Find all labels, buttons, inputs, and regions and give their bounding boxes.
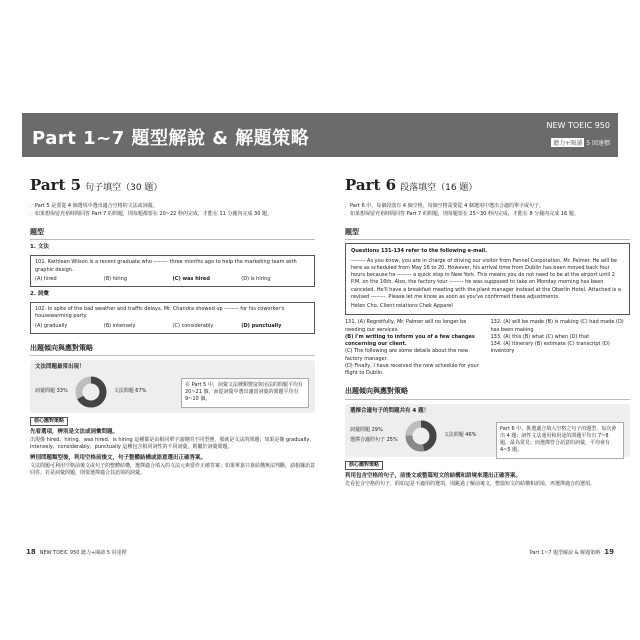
question-options: [35, 276, 310, 283]
bullet: ．如果想保留充裕時間回答 Part 7 的問題，則每題都要在 20~22 秒內完成，才能在 11 分鐘內完成 30 題。: [30, 211, 272, 217]
donut-label-grammar: 文法問題 67%: [113, 388, 147, 395]
part5-heading: [30, 175, 315, 197]
strategy-text: 先看包含空格的句子，假如這是不適用的選項，則跳過了解前後文，整篇短文的結構和語境，再選擇適合的選項。: [345, 480, 596, 487]
donut-chart-part6: [404, 419, 438, 453]
bullet: ．如果想保留充裕時間回答 Part 7 的問題，則每題要在 25~30 秒內完成，才能在 8 分鐘內完成 16 題。: [345, 211, 579, 217]
sub-heading-grammar: 1. 文法: [30, 244, 49, 251]
strategy-text: 出現像 hired、hiring、was hired、is hiring 這種都是由相同單字演變的不同型態，那就是文法的問題；如果是像 gradually、intensely、considerably、punctually 這種包含相同詞性的不同詞彙，則屬於詞彙問題。: [30, 437, 315, 451]
section-heading: 題型: [345, 227, 630, 240]
stat-box: [345, 404, 630, 457]
sub-heading-vocab: 2. 詞彙: [30, 291, 49, 298]
part5-label: Part 5: [30, 176, 82, 194]
option: (A) hired: [35, 275, 57, 282]
passage-box: [345, 243, 630, 315]
section-heading-trend: 出題傾向與應對策略: [345, 386, 630, 399]
q131-block: [345, 319, 485, 377]
option-row: 134. (A) itinerary (B) estimate (C) transcript (D) inventory: [490, 341, 610, 355]
part6-options: [345, 319, 630, 377]
passage-text: -------- As you know, you are in charge of driving our visitor from Fennel Corporation, Mr. Palmer. He will be here as scheduled from May 16 to 20. However, his arrival time from Dublin has been moved back four hours because he -------- a quick stop in New York. This means you do not need to be at the airport until 2 P.M. on the 16th. Also, the factory tour -------- he was supposed to take on Monday morning has been canceled. He'll have a breakfast meeting with the plant manager instead at the Oberlin Hotel. Attached is a revised --------. Please let me know as soon as you've confirmed these adjustments.: [351, 257, 621, 300]
passage-signoff: Helen Cho, Client relations Chek Apparel: [351, 303, 453, 310]
footer-right: [530, 548, 614, 556]
option-answer: (C) was hired: [172, 275, 210, 282]
part5-intro: [30, 203, 315, 219]
strategy-heading: 辨別問題類型後，利用空格前後文，句子整體結構或語意選出正確答案。: [30, 454, 207, 461]
passage-heading: Questions 131-134 refer to the following e-mail.: [351, 248, 488, 255]
footer-text: NEW TOEIC 950 聽力+閱讀 5 回達標: [39, 549, 127, 556]
banner-title: Part 1~7 題型解說 & 解題策略: [32, 128, 310, 149]
question-text: 101. Kathleen Wilson is a recent graduate who -------- three months ago to help the marketing team with graphic design.: [35, 259, 297, 273]
donut-chart-part5: [74, 375, 108, 409]
option: (A) gradually: [35, 322, 68, 329]
option: (C) The following are some details about the new factory manager.: [345, 348, 469, 362]
option: (D) Finally, I have received the new schedule for your flight to Dublin.: [345, 362, 479, 377]
part5-title: 句子填空（30 題）: [85, 183, 163, 193]
question-101: [30, 255, 315, 287]
donut-labels-left: [350, 427, 398, 444]
part6-label: Part 6: [345, 176, 397, 194]
question-text: 102. In spite of the bad weather and traffic delays, Mr. Chandra showed up -------- for his coworker's housewarming party.: [35, 306, 285, 320]
page-number: 18: [26, 548, 36, 556]
part6-intro: [345, 203, 630, 219]
page-number: 19: [604, 548, 614, 556]
option-answer: (B) I'm writing to inform you of a few changes concerning our client.: [345, 333, 475, 348]
strategy-heading: 利用包含空格的句子，前後文或整篇短文的結構和語境來選出正確答案。: [345, 472, 522, 479]
header-banner: [22, 113, 618, 157]
part6-title: 段落填空（16 題）: [400, 183, 478, 193]
book-tag-a: 聽力+閱讀: [553, 140, 583, 147]
question-options: [35, 323, 310, 330]
donut-label-grammar: 文法問題 46%: [443, 431, 477, 438]
option: (B) intensely: [103, 322, 136, 329]
strategy-text: 文法問題可利用空格前後文或句子的整體結構，選擇適合填入的文法元素當作正確答案；如果單靠只靠結構無法判斷，請根據語意回答。若是詞彙問題，則要選擇適合其語境的詞彙。: [30, 462, 316, 476]
bullet: ．Part 6 中，每個段落有 4 個空格，每個空格需要從 4 個選項中選出合適的單字或句子。: [345, 202, 544, 209]
stat-callout: Part 6 中，挑選適合填入空格之句子的題型，每次會出 4 題；詞性文法運用和用途的問題平均有 7~8 題，最為常見；而選擇符合語意的詞彙，平均會有 4~5 題。: [496, 422, 624, 459]
strategy-tag: 核心應對策略: [30, 417, 68, 426]
option: (C) considerably: [172, 322, 214, 329]
book-title: NEW TOEIC 950: [546, 121, 610, 130]
donut-label-vocab: 詞彙問題 29%: [350, 427, 383, 434]
bullet: ．Part 5 是要從 4 個選項中選出適合空格的文法或詞彙。: [30, 202, 158, 209]
banner-book-info: [547, 121, 611, 149]
donut-label-vocab: 詞彙問題 33%: [35, 388, 68, 395]
option: (B) hiring: [103, 275, 128, 282]
q132-134-block: [491, 319, 631, 377]
footer-left: [26, 548, 127, 556]
strategy-heading: 先看選項，辨別是文法或詞彙問題。: [30, 429, 119, 436]
part6-heading: [345, 175, 630, 197]
book-tag-b: 5 回達標: [586, 140, 610, 147]
option: 131. (A) Regretfully, Mr. Palmer will no longer be needing our services.: [345, 319, 467, 333]
stat-question: 選擇合適句子的問題共有 4 題！: [350, 407, 430, 414]
section-heading: 題型: [30, 227, 315, 240]
stat-box: [30, 360, 315, 413]
option-row: 133. (A) this (B) what (C) when (D) that: [490, 333, 590, 340]
book-tag: [551, 138, 610, 147]
question-102: [30, 302, 315, 334]
option-answer: (D) punctually: [241, 322, 282, 329]
section-heading-trend: 出題傾向與應對策略: [30, 343, 315, 356]
footer-text: Part 1~7 題型解說 & 解題策略: [529, 549, 601, 556]
donut-label-sentence: 選擇合適的句子 25%: [350, 436, 398, 443]
option-row: 132. (A) will be made (B) is making (C) had made (D) has been making: [490, 319, 624, 333]
option: (D) is hiring: [241, 275, 271, 282]
stat-callout: 在 Part 5 中，詞彙文法種類豐富與用法的問題平均有 20~21 個，而從詞彙中選出適當詞彙的問題平均有 9~10 個。: [181, 378, 309, 408]
strategy-tag: 核心應對策略: [345, 461, 383, 470]
stat-question: 文法問題最常出現！: [35, 363, 85, 370]
page-left: [30, 175, 315, 477]
page-right: [345, 175, 630, 488]
